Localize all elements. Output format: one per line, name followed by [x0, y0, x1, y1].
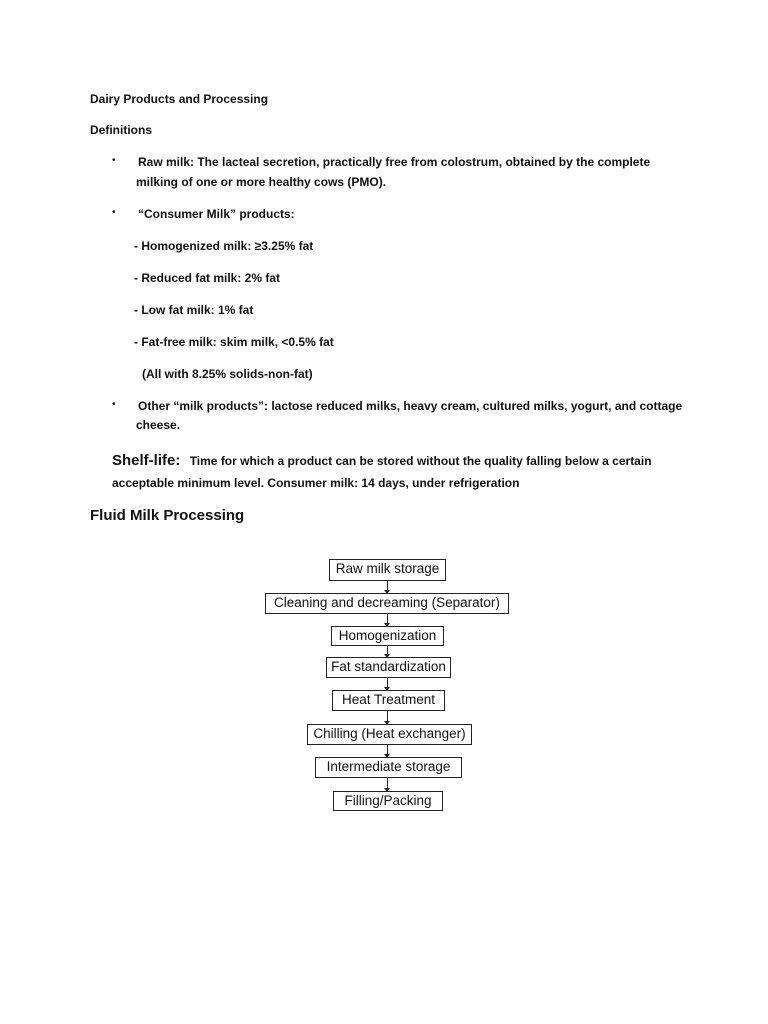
flow-arrow — [387, 614, 388, 626]
flow-arrow — [387, 646, 388, 657]
flow-step-chilling: Chilling (Heat exchanger) — [307, 724, 472, 745]
flow-arrow — [387, 745, 388, 757]
homogenized-milk-item: - Homogenized milk: ≥3.25% fat — [134, 239, 314, 253]
raw-milk-definition-line2: milking of one or more healthy cows (PMO). — [136, 175, 387, 189]
flow-arrow — [387, 778, 388, 791]
flow-step-raw-milk-storage: Raw milk storage — [329, 559, 446, 581]
flow-arrow — [387, 711, 388, 724]
definitions-heading: Definitions — [90, 123, 152, 137]
other-milk-products-line2: cheese. — [136, 418, 181, 432]
shelf-life-label: Shelf-life: — [112, 452, 181, 469]
low-fat-milk-item: - Low fat milk: 1% fat — [134, 303, 254, 317]
reduced-fat-milk-item: - Reduced fat milk: 2% fat — [134, 271, 281, 285]
bullet-marker: • — [112, 155, 116, 166]
shelf-life-line2: acceptable minimum level. Consumer milk: 14 days, under refrigeration — [112, 476, 520, 490]
flow-step-fat-standardization: Fat standardization — [326, 657, 451, 678]
solids-non-fat-note: (All with 8.25% solids-non-fat) — [142, 367, 313, 381]
flow-arrow — [387, 678, 388, 690]
flow-step-heat-treatment: Heat Treatment — [332, 690, 445, 711]
flow-arrow — [387, 581, 388, 593]
other-milk-products-line1: Other “milk products”: lactose reduced milks, heavy cream, cultured milks, yogurt, and cottage — [138, 399, 683, 413]
fat-free-milk-item: - Fat-free milk: skim milk, <0.5% fat — [134, 335, 334, 349]
raw-milk-definition-line1: Raw milk: The lacteal secretion, practically free from colostrum, obtained by the complete — [138, 155, 651, 169]
flow-step-cleaning-decreaming-label: Cleaning and decreaming (Separator) — [274, 595, 500, 610]
shelf-life-line1 — [112, 451, 652, 471]
consumer-milk-heading: “Consumer Milk” products: — [138, 207, 295, 221]
flow-step-cleaning-decreaming — [265, 593, 509, 614]
shelf-life-definition: Time for which a product can be stored without the quality falling below a certain — [189, 454, 652, 468]
flow-step-filling-packing: Filling/Packing — [333, 791, 443, 811]
bullet-marker: • — [112, 399, 116, 410]
flow-step-intermediate-storage: Intermediate storage — [315, 757, 462, 778]
fluid-milk-processing-heading: Fluid Milk Processing — [90, 507, 245, 524]
doc-title: Dairy Products and Processing — [90, 92, 269, 106]
flow-step-homogenization: Homogenization — [331, 626, 444, 646]
bullet-marker: • — [112, 207, 116, 218]
